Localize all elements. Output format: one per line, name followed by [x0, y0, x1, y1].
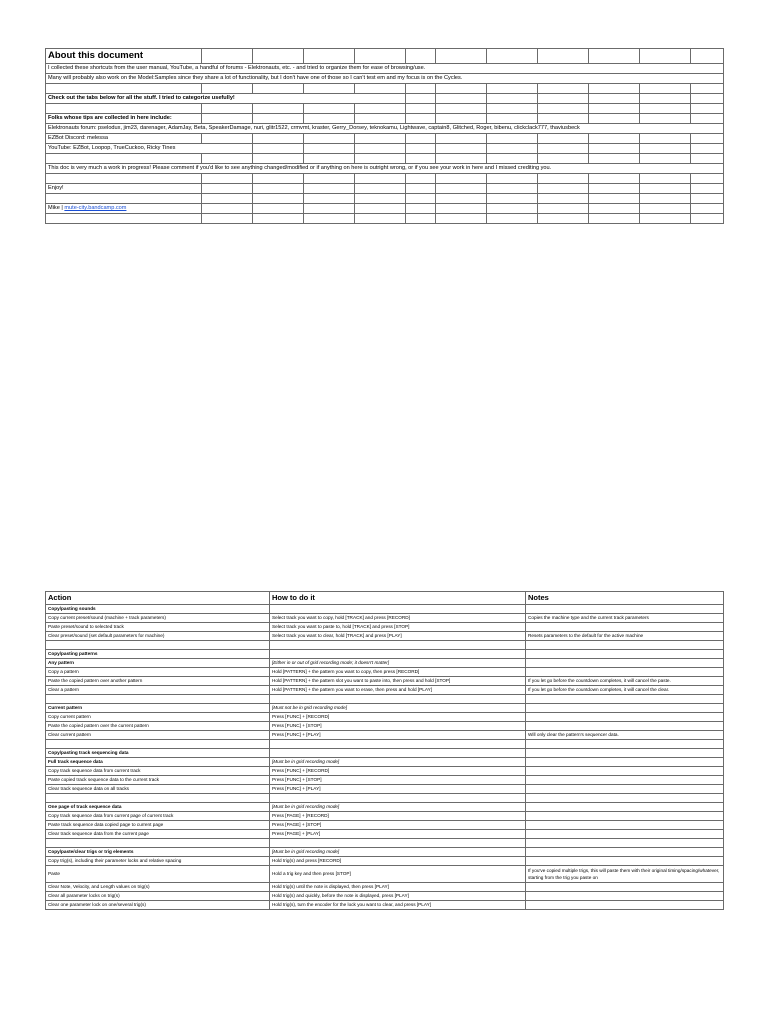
table-row: [46, 614, 724, 623]
notes-cell[interactable]: [526, 740, 724, 749]
about-sheet: [45, 48, 724, 224]
notes-cell[interactable]: [526, 776, 724, 785]
how-cell[interactable]: Press [FUNC] + [RECORD]: [270, 713, 526, 722]
table-row: [46, 830, 724, 839]
table-row: [46, 901, 724, 910]
how-cell[interactable]: [270, 749, 526, 758]
enjoy-cell[interactable]: Enjoy!: [46, 184, 202, 194]
how-cell[interactable]: [Must be in grid recording mode]: [270, 803, 526, 812]
notes-cell[interactable]: [526, 668, 724, 677]
how-cell[interactable]: Hold trig(s) until the note is displayed, then press [PLAY]: [270, 883, 526, 892]
signoff-cell[interactable]: [46, 204, 202, 214]
how-cell[interactable]: Press [FUNC] + [STOP]: [270, 776, 526, 785]
table-row: [46, 839, 724, 848]
notes-cell[interactable]: [526, 623, 724, 632]
how-cell[interactable]: Hold [PATTERN] + the pattern you want to copy, then press [RECORD]: [270, 668, 526, 677]
header-notes: Notes: [526, 592, 724, 605]
notes-cell[interactable]: [526, 695, 724, 704]
table-row: [46, 668, 724, 677]
action-cell[interactable]: Copy/pasting patterns: [46, 650, 270, 659]
action-cell[interactable]: Any pattern: [46, 659, 270, 668]
table-row: [46, 883, 724, 892]
how-cell[interactable]: [270, 641, 526, 650]
notes-cell[interactable]: [526, 803, 724, 812]
action-cell[interactable]: [46, 641, 270, 650]
notes-cell[interactable]: If you've copied multiple trigs, this will paste them with their original timing/spacing/whatever, starting from the trig you paste on: [526, 866, 724, 883]
how-cell[interactable]: Hold trig(s) and press [RECORD]: [270, 857, 526, 866]
table-row: [46, 803, 724, 812]
action-cell[interactable]: Copy/pasting track sequencing data: [46, 749, 270, 758]
table-row: [46, 812, 724, 821]
table-row: [46, 713, 724, 722]
how-cell[interactable]: [270, 605, 526, 614]
notes-cell[interactable]: Copies the machine type and the current track parameters: [526, 614, 724, 623]
how-cell[interactable]: [270, 794, 526, 803]
notes-cell[interactable]: [526, 857, 724, 866]
table-row: [46, 722, 724, 731]
notes-cell[interactable]: [526, 883, 724, 892]
action-cell[interactable]: One page of track sequence data: [46, 803, 270, 812]
table-row: [46, 731, 724, 740]
action-cell[interactable]: Copy a pattern: [46, 668, 270, 677]
about-line-1[interactable]: I collected these shortcuts from the user manual, YouTube, a handful of forums - Elektronauts, etc. - and tried to organize them for ease of browsing/use.: [46, 64, 724, 74]
action-cell[interactable]: Copy current pattern: [46, 713, 270, 722]
table-row: [46, 686, 724, 695]
folks-heading[interactable]: Folks whose tips are collected in here include:: [46, 114, 202, 124]
tabs-note[interactable]: Check out the tabs below for all the stuff. I tried to categorize usefully!: [46, 94, 406, 104]
table-row: [46, 632, 724, 641]
notes-cell[interactable]: If you let go before the countdown completes, it will cancel the clear.: [526, 686, 724, 695]
notes-cell[interactable]: [526, 848, 724, 857]
action-cell[interactable]: Clear track sequence data on all tracks: [46, 785, 270, 794]
notes-cell[interactable]: [526, 758, 724, 767]
table-row: [46, 785, 724, 794]
notes-cell[interactable]: [526, 767, 724, 776]
action-cell[interactable]: Paste: [46, 866, 270, 883]
table-row: [46, 892, 724, 901]
action-cell[interactable]: Paste the copied pattern over the current pattern: [46, 722, 270, 731]
action-cell[interactable]: Paste track sequence data copied page to current page: [46, 821, 270, 830]
how-cell[interactable]: Press [FUNC] + [PLAY]: [270, 785, 526, 794]
table-row: [46, 776, 724, 785]
how-cell[interactable]: Press [FUNC] + [STOP]: [270, 722, 526, 731]
notes-cell[interactable]: [526, 641, 724, 650]
table-row: [46, 848, 724, 857]
table-row: [46, 740, 724, 749]
notes-cell[interactable]: [526, 722, 724, 731]
action-cell[interactable]: [46, 794, 270, 803]
how-cell[interactable]: Select track you want to paste to, hold [TRACK] and press [STOP]: [270, 623, 526, 632]
how-cell[interactable]: [270, 650, 526, 659]
how-cell[interactable]: [Must be in grid recording mode]: [270, 758, 526, 767]
how-cell[interactable]: [Either in or out of grid recording mode; it doesn't matter]: [270, 659, 526, 668]
shortcuts-sheet: [45, 591, 724, 910]
notes-cell[interactable]: Resets parameters to the default for the active machine: [526, 632, 724, 641]
action-cell[interactable]: Copy/pasting sounds: [46, 605, 270, 614]
how-cell[interactable]: Hold [PATTERN] + the pattern you want to erase, then press and hold [PLAY]: [270, 686, 526, 695]
header-how: How to do it: [270, 592, 526, 605]
credits-elektronauts[interactable]: Elektronauts forum: pselodux, jim23, darenager, AdamJay, Beta, SpeakerDamage, nuri, glitr1522, crmvmt, kraster, Gerry_Dorsey, teknokamu, Lightwave, captain8, Glitched, Roger, bibenu, clickclack777, thaviusbeck: [46, 124, 724, 134]
notes-cell[interactable]: [526, 659, 724, 668]
table-row: [46, 758, 724, 767]
page-title: About this document: [46, 49, 202, 64]
bandcamp-link[interactable]: mute-city.bandcamp.com: [64, 205, 127, 211]
action-cell[interactable]: Full track sequence data: [46, 758, 270, 767]
how-cell[interactable]: Hold trig(s), turn the encoder for the lock you want to clear, and press [PLAY]: [270, 901, 526, 910]
notes-cell[interactable]: Will only clear the pattern's sequencer data.: [526, 731, 724, 740]
table-row: [46, 623, 724, 632]
action-cell[interactable]: [46, 839, 270, 848]
table-row: [46, 749, 724, 758]
how-cell[interactable]: Select track you want to copy, hold [TRACK] and press [RECORD]: [270, 614, 526, 623]
action-cell[interactable]: Clear a pattern: [46, 686, 270, 695]
notes-cell[interactable]: [526, 821, 724, 830]
how-cell[interactable]: Press [PAGE] + [PLAY]: [270, 830, 526, 839]
notes-cell[interactable]: [526, 650, 724, 659]
how-cell[interactable]: [270, 695, 526, 704]
credits-discord[interactable]: EZBot Discord: melessa: [46, 134, 202, 144]
table-row: [46, 659, 724, 668]
how-cell[interactable]: Hold trig(s) and quickly, before the note is displayed, press [PLAY]: [270, 892, 526, 901]
notes-cell[interactable]: [526, 749, 724, 758]
action-cell[interactable]: [46, 695, 270, 704]
action-cell[interactable]: Paste preset/sound to selected track: [46, 623, 270, 632]
how-cell[interactable]: Press [PAGE] + [STOP]: [270, 821, 526, 830]
header-action: Action: [46, 592, 270, 605]
action-cell[interactable]: Clear all parameter locks on trig(s): [46, 892, 270, 901]
action-cell[interactable]: Copy track sequence data from current page of current track: [46, 812, 270, 821]
table-row: [46, 677, 724, 686]
about-line-2[interactable]: Many will probably also work on the Model:Samples since they share a lot of functionality, but I don't have one of those so I can't test em and my focus is on the Cycles.: [46, 74, 724, 84]
notes-cell[interactable]: If you let go before the countdown completes, it will cancel the paste.: [526, 677, 724, 686]
action-cell[interactable]: Paste the copied pattern over another pattern: [46, 677, 270, 686]
notes-cell[interactable]: [526, 830, 724, 839]
action-cell[interactable]: Copy track sequence data from current track: [46, 767, 270, 776]
action-cell[interactable]: Clear track sequence data from the current page: [46, 830, 270, 839]
action-cell[interactable]: Clear preset/sound (set default parameters for machine): [46, 632, 270, 641]
how-cell[interactable]: [270, 740, 526, 749]
how-cell[interactable]: [270, 839, 526, 848]
how-cell[interactable]: Select track you want to clear, hold [TRACK] and press [PLAY]: [270, 632, 526, 641]
action-cell[interactable]: Copy current preset/sound (machine + track parameters): [46, 614, 270, 623]
wip-note[interactable]: This doc is very much a work in progress! Please comment if you'd like to see anything changed/modified or if anything on here is outright wrong, or if you see your work in here and I missed crediting you.: [46, 164, 724, 174]
how-cell[interactable]: Hold a trig key and then press [STOP]: [270, 866, 526, 883]
notes-cell[interactable]: [526, 605, 724, 614]
notes-cell[interactable]: [526, 901, 724, 910]
table-row: [46, 650, 724, 659]
table-row: [46, 794, 724, 803]
table-row: [46, 767, 724, 776]
action-cell[interactable]: Copy/paste/clear trigs or trig elements: [46, 848, 270, 857]
table-row: [46, 641, 724, 650]
notes-cell[interactable]: [526, 704, 724, 713]
signoff-name: Mike |: [48, 205, 65, 211]
action-cell[interactable]: Current pattern: [46, 704, 270, 713]
how-cell[interactable]: Press [PAGE] + [RECORD]: [270, 812, 526, 821]
how-cell[interactable]: Press [FUNC] + [RECORD]: [270, 767, 526, 776]
how-cell[interactable]: Press [FUNC] + [PLAY]: [270, 731, 526, 740]
notes-cell[interactable]: [526, 785, 724, 794]
notes-cell[interactable]: [526, 794, 724, 803]
action-cell[interactable]: Clear Note, Velocity, and Length values on trig(s): [46, 883, 270, 892]
table-row: [46, 866, 724, 883]
table-row: [46, 857, 724, 866]
how-cell[interactable]: [Must not be in grid recording mode]: [270, 704, 526, 713]
action-cell[interactable]: Paste copied track sequence data to the current track: [46, 776, 270, 785]
how-cell[interactable]: Hold [PATTERN] + the pattern slot you want to paste into, then press and hold [STOP]: [270, 677, 526, 686]
notes-cell[interactable]: [526, 812, 724, 821]
table-row: [46, 821, 724, 830]
notes-cell[interactable]: [526, 892, 724, 901]
table-row: [46, 605, 724, 614]
action-cell[interactable]: Clear one parameter lock on one/several trig(s): [46, 901, 270, 910]
notes-cell[interactable]: [526, 839, 724, 848]
credits-youtube[interactable]: YouTube: EZBot, Loopop, TrueCuckoo, Ricky Tines: [46, 144, 253, 154]
notes-cell[interactable]: [526, 713, 724, 722]
action-cell[interactable]: Copy trig(s), including their parameter locks and relative spacing: [46, 857, 270, 866]
action-cell[interactable]: Clear current pattern: [46, 731, 270, 740]
table-row: [46, 704, 724, 713]
action-cell[interactable]: [46, 740, 270, 749]
how-cell[interactable]: [Must be in grid recording mode]: [270, 848, 526, 857]
table-row: [46, 695, 724, 704]
